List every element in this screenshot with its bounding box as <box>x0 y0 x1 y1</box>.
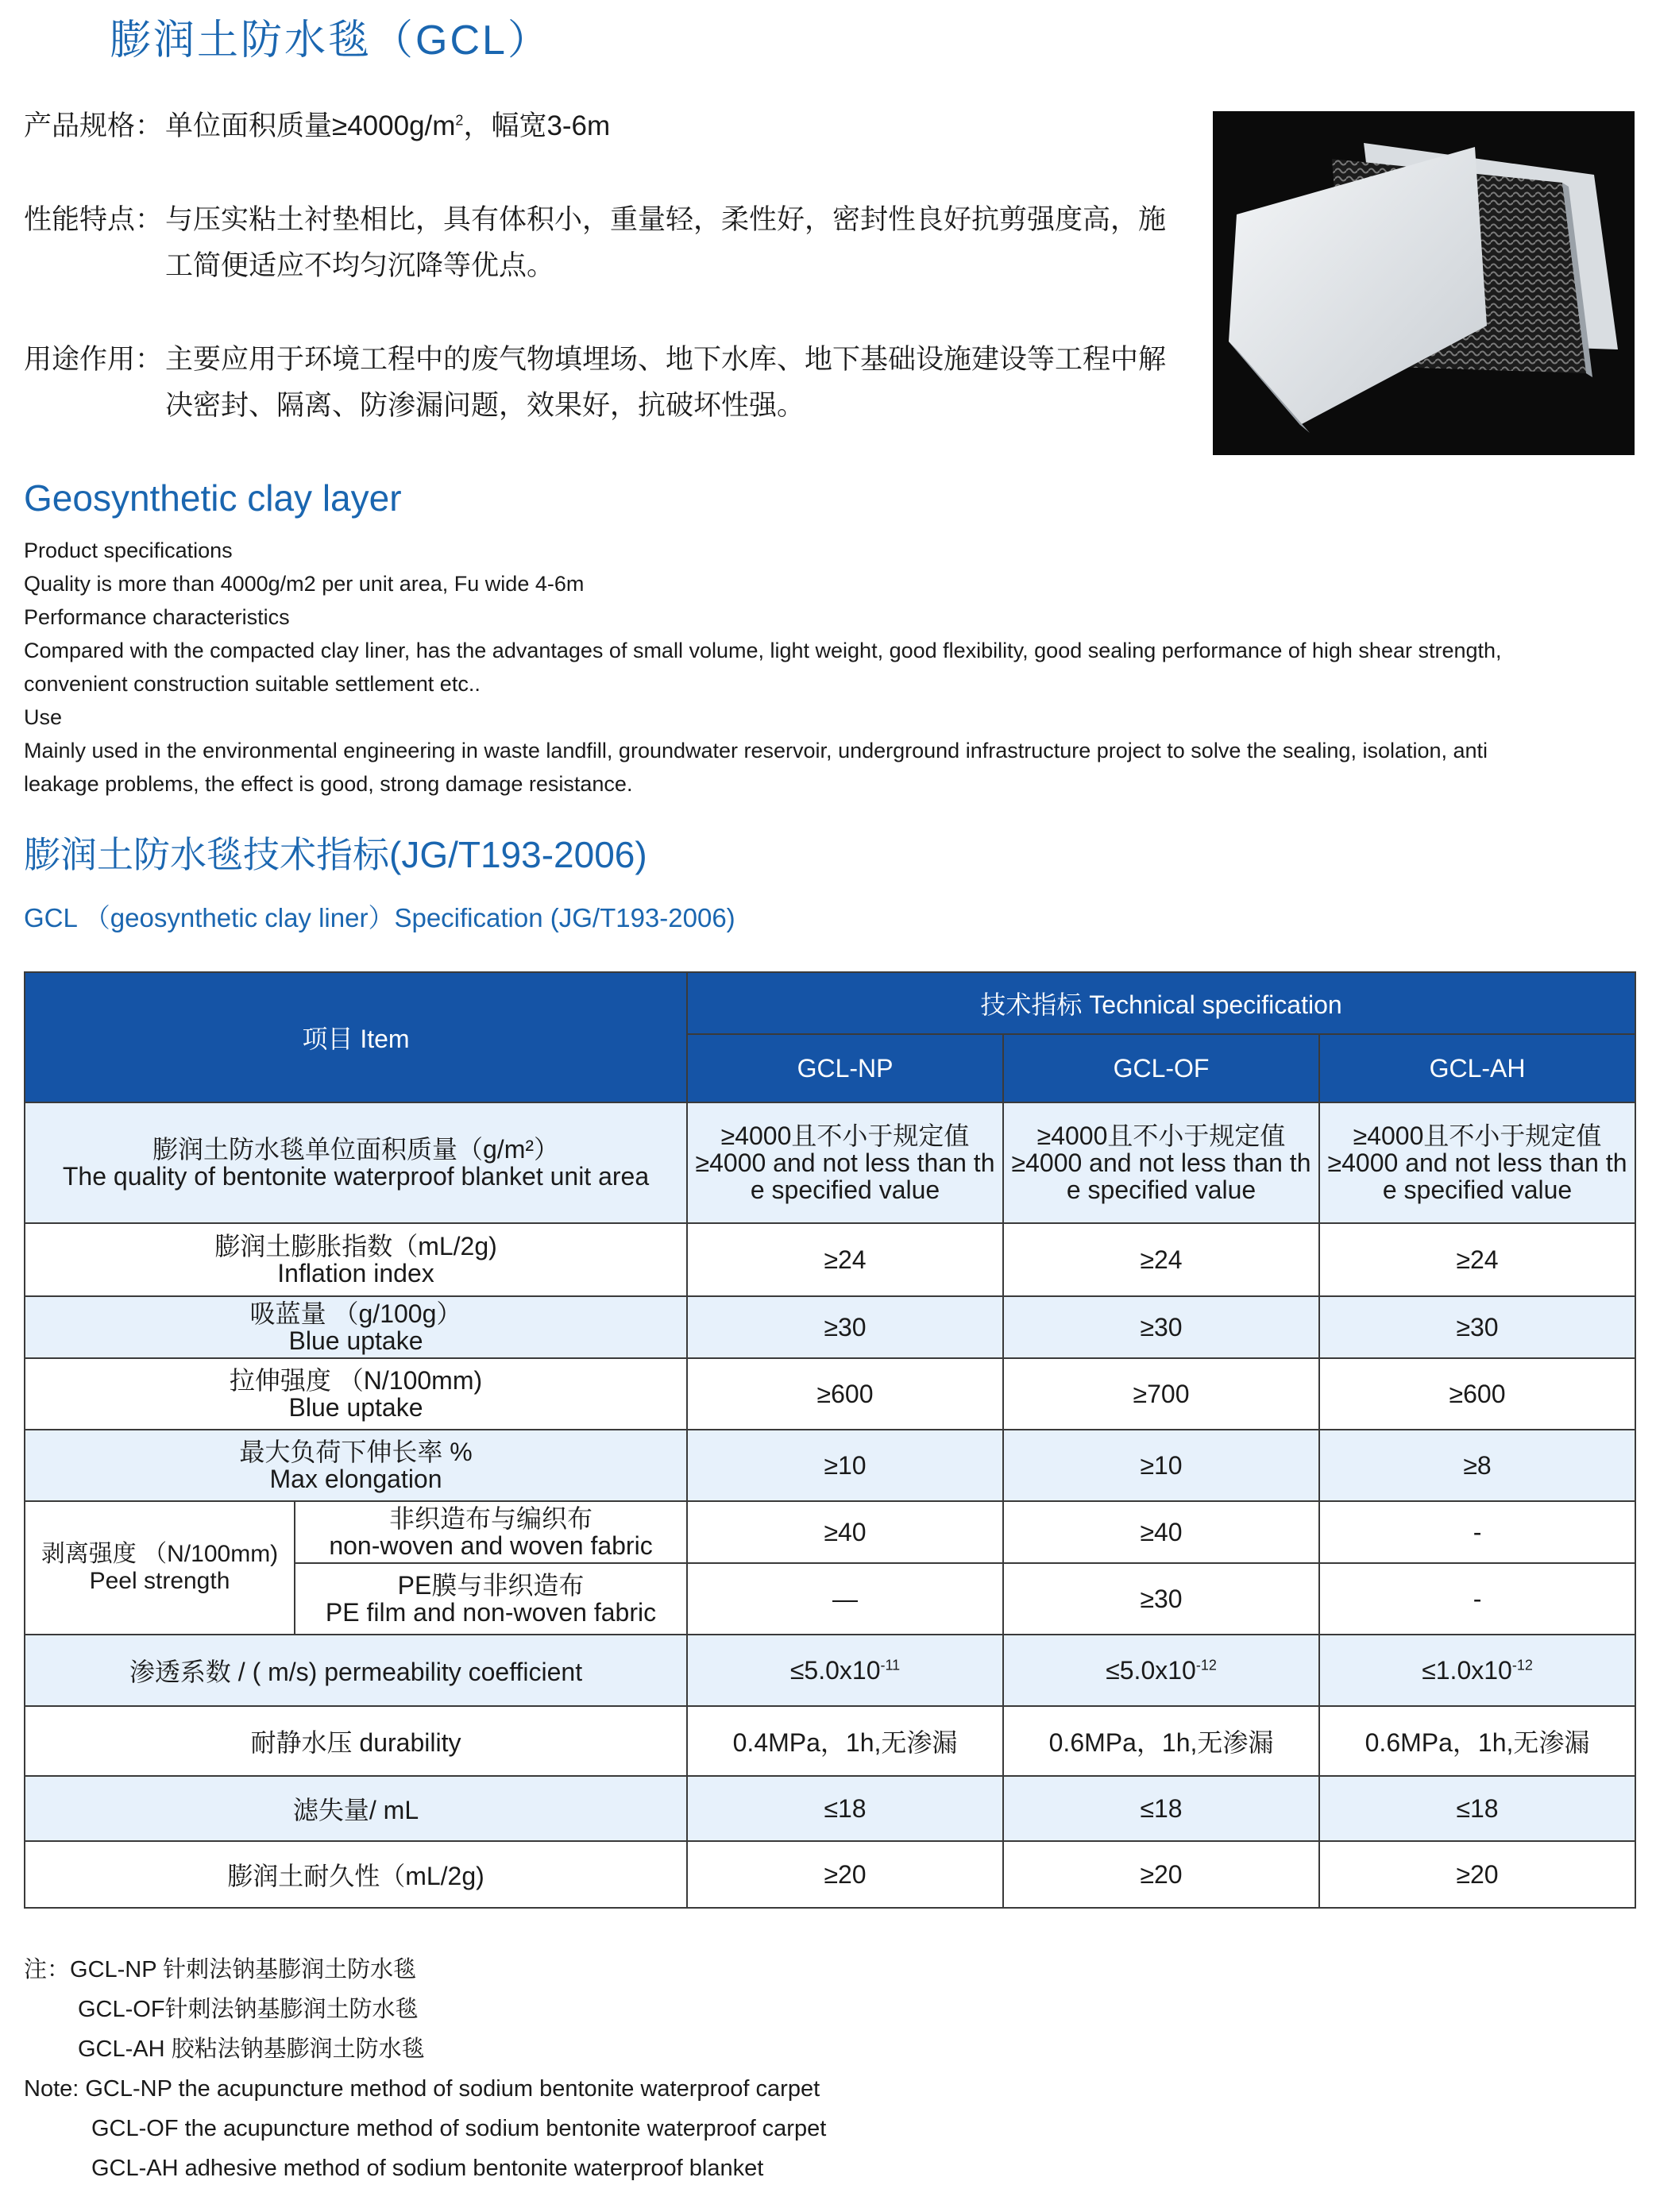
note-line: GCL-AH adhesive method of sodium bentonite waterproof blanket <box>91 2156 764 2181</box>
note-line: GCL-OF the acupuncture method of sodium bentonite waterproof carpet <box>91 2116 827 2141</box>
cell-value: ≥30 <box>1319 1296 1635 1358</box>
col-header-of: GCL-OF <box>1003 1034 1319 1102</box>
cell-value: ≥10 <box>1003 1430 1319 1501</box>
row-label: 最大负荷下伸长率 % Max elongation <box>25 1430 687 1501</box>
table-row <box>25 1430 1635 1501</box>
cell-value: ≥20 <box>1319 1841 1635 1908</box>
cell-value: ≥10 <box>687 1430 1003 1501</box>
table-row <box>25 1706 1635 1776</box>
cell-value: 0.4MPa，1h,无渗漏 <box>687 1706 1003 1776</box>
row-sublabel: PE膜与非织造布 PE film and non-woven fabric <box>295 1563 687 1635</box>
cell-value: $\le 1.0x10^{-12}$ <box>1319 1635 1635 1706</box>
cell-value: ≥40 <box>1003 1501 1319 1563</box>
tech-spec-header: 技术指标 Technical specification <box>687 972 1635 1034</box>
item-header: 项目 Item <box>25 972 687 1102</box>
cell-value: ≤18 <box>687 1776 1003 1841</box>
row-label: 耐静水压 durability <box>25 1706 687 1776</box>
cell-value: ≤18 <box>1003 1776 1319 1841</box>
cell-value: ≥30 <box>687 1296 1003 1358</box>
cell-value: ≥4000且不小于规定值 ≥4000 and not less than the specified value <box>1003 1102 1319 1223</box>
table-row <box>25 1296 1635 1358</box>
notes-cn <box>24 1950 425 2069</box>
cell-value: ≥20 <box>687 1841 1003 1908</box>
cell-value: - <box>1319 1563 1635 1635</box>
english-title: Geosynthetic clay layer <box>24 477 402 519</box>
english-line: Mainly used in the environmental engineering in waste landfill, groundwater reservoir, underground infrastructure project to solve the sealing, isolation, anti <box>24 739 1488 762</box>
col-header-np: GCL-NP <box>687 1034 1003 1102</box>
cell-value: ≥30 <box>1003 1296 1319 1358</box>
cell-value: ≥40 <box>687 1501 1003 1563</box>
cell-value: ≥24 <box>1319 1223 1635 1296</box>
row-label: 拉伸强度 （N/100mm) Blue uptake <box>25 1358 687 1430</box>
usage-label: 用途作用： <box>24 344 164 375</box>
row-label: 膨润土膨胀指数（mL/2g) Inflation index <box>25 1223 687 1296</box>
note-line: GCL-NP the acupuncture method of sodium bentonite waterproof carpet <box>85 2076 820 2102</box>
spec-title-en: GCL （geosynthetic clay liner）Specification (JG/T193-2006) <box>24 903 735 932</box>
spec-table <box>24 971 1636 1909</box>
english-line: Performance characteristics <box>24 605 290 629</box>
cell-value: ≥30 <box>1003 1563 1319 1635</box>
table-row <box>25 1635 1635 1706</box>
table-row <box>25 1358 1635 1430</box>
performance-label: 性能特点： <box>24 204 164 235</box>
english-line: convenient construction suitable settlement etc.. <box>24 672 481 696</box>
english-line: Compared with the compacted clay liner, has the advantages of small volume, light weight, good flexibility, good sealing performance of high shear strength, <box>24 639 1502 662</box>
cell-value: ≥24 <box>687 1223 1003 1296</box>
cell-value: 0.6MPa，1h,无渗漏 <box>1319 1706 1635 1776</box>
cell-value: ≥700 <box>1003 1358 1319 1430</box>
note-line: GCL-OF针刺法钠基膨润土防水毯 <box>78 1997 419 2022</box>
note-line: GCL-NP 针刺法钠基膨润土防水毯 <box>70 1957 417 1982</box>
row-label: 膨润土防水毯单位面积质量（g/m²） The quality of bentonite waterproof blanket unit area <box>25 1102 687 1223</box>
col-header-ah: GCL-AH <box>1319 1034 1635 1102</box>
product-photo <box>1213 111 1635 455</box>
spec-row <box>24 103 1183 151</box>
cell-value: — <box>687 1563 1003 1635</box>
english-line: Product specifications <box>24 539 233 562</box>
english-paragraph <box>24 534 1636 801</box>
usage-text: 主要应用于环境工程中的废气物填埋场、地下水库、地下基础设施建设等工程中解 决密封、隔离、防渗漏问题，效果好，抗破坏性强。 <box>165 344 1167 421</box>
cell-value: 0.6MPa，1h,无渗漏 <box>1003 1706 1319 1776</box>
note-line: GCL-AH 胶粘法钠基膨润土防水毯 <box>78 2036 425 2062</box>
table-row <box>25 1776 1635 1841</box>
row-sublabel: 非织造布与编织布 non-woven and woven fabric <box>295 1501 687 1563</box>
row-label: 渗透系数 / ( m/s) permeability coefficient <box>25 1635 687 1706</box>
cell-value: $\le 5.0x10^{-11}$ <box>687 1635 1003 1706</box>
cell-value: - <box>1319 1501 1635 1563</box>
table-row <box>25 1841 1635 1908</box>
spec-title-cn: 膨润土防水毯技术指标(JG/T193-2006) <box>24 834 647 875</box>
cell-value: ≥8 <box>1319 1430 1635 1501</box>
row-label: 吸蓝量 （g/100g） Blue uptake <box>25 1296 687 1358</box>
table-row <box>25 1223 1635 1296</box>
cell-value: ≥600 <box>1319 1358 1635 1430</box>
performance-row <box>24 197 1183 292</box>
spec-label: 产品规格： <box>24 110 164 141</box>
english-line: Use <box>24 705 63 729</box>
table-row <box>25 1501 1635 1563</box>
cell-value: ≥4000且不小于规定值 ≥4000 and not less than the specified value <box>687 1102 1003 1223</box>
note-prefix-en: Note: <box>24 2076 86 2102</box>
cell-value: ≥20 <box>1003 1841 1319 1908</box>
cell-value: $\le 5.0x10^{-12}$ <box>1003 1635 1319 1706</box>
notes-en <box>24 2069 826 2188</box>
english-line: leakage problems, the effect is good, strong damage resistance. <box>24 772 633 796</box>
cell-value: ≥24 <box>1003 1223 1319 1296</box>
performance-text: 与压实粘土衬垫相比，具有体积小，重量轻，柔性好，密封性良好抗剪强度高，施 工简便适应不均匀沉降等优点。 <box>165 204 1167 281</box>
row-label: 膨润土耐久性（mL/2g) <box>25 1841 687 1908</box>
cell-value: ≤18 <box>1319 1776 1635 1841</box>
cell-value: ≥4000且不小于规定值 ≥4000 and not less than the specified value <box>1319 1102 1635 1223</box>
row-label: 滤失量/ mL <box>25 1776 687 1841</box>
table-row <box>25 1102 1635 1223</box>
spec-text: 单位面积质量$\ge 4000g/m^2$，幅宽3-6m <box>165 110 611 141</box>
usage-row <box>24 337 1183 432</box>
cell-value: ≥600 <box>687 1358 1003 1430</box>
peel-strength-label: 剥离强度 （N/100mm) Peel strength <box>25 1501 295 1635</box>
english-line: Quality is more than 4000g/m2 per unit area, Fu wide 4-6m <box>24 572 585 596</box>
note-prefix-cn: 注： <box>24 1957 71 1982</box>
page-title: 膨润土防水毯（GCL） <box>110 17 551 64</box>
